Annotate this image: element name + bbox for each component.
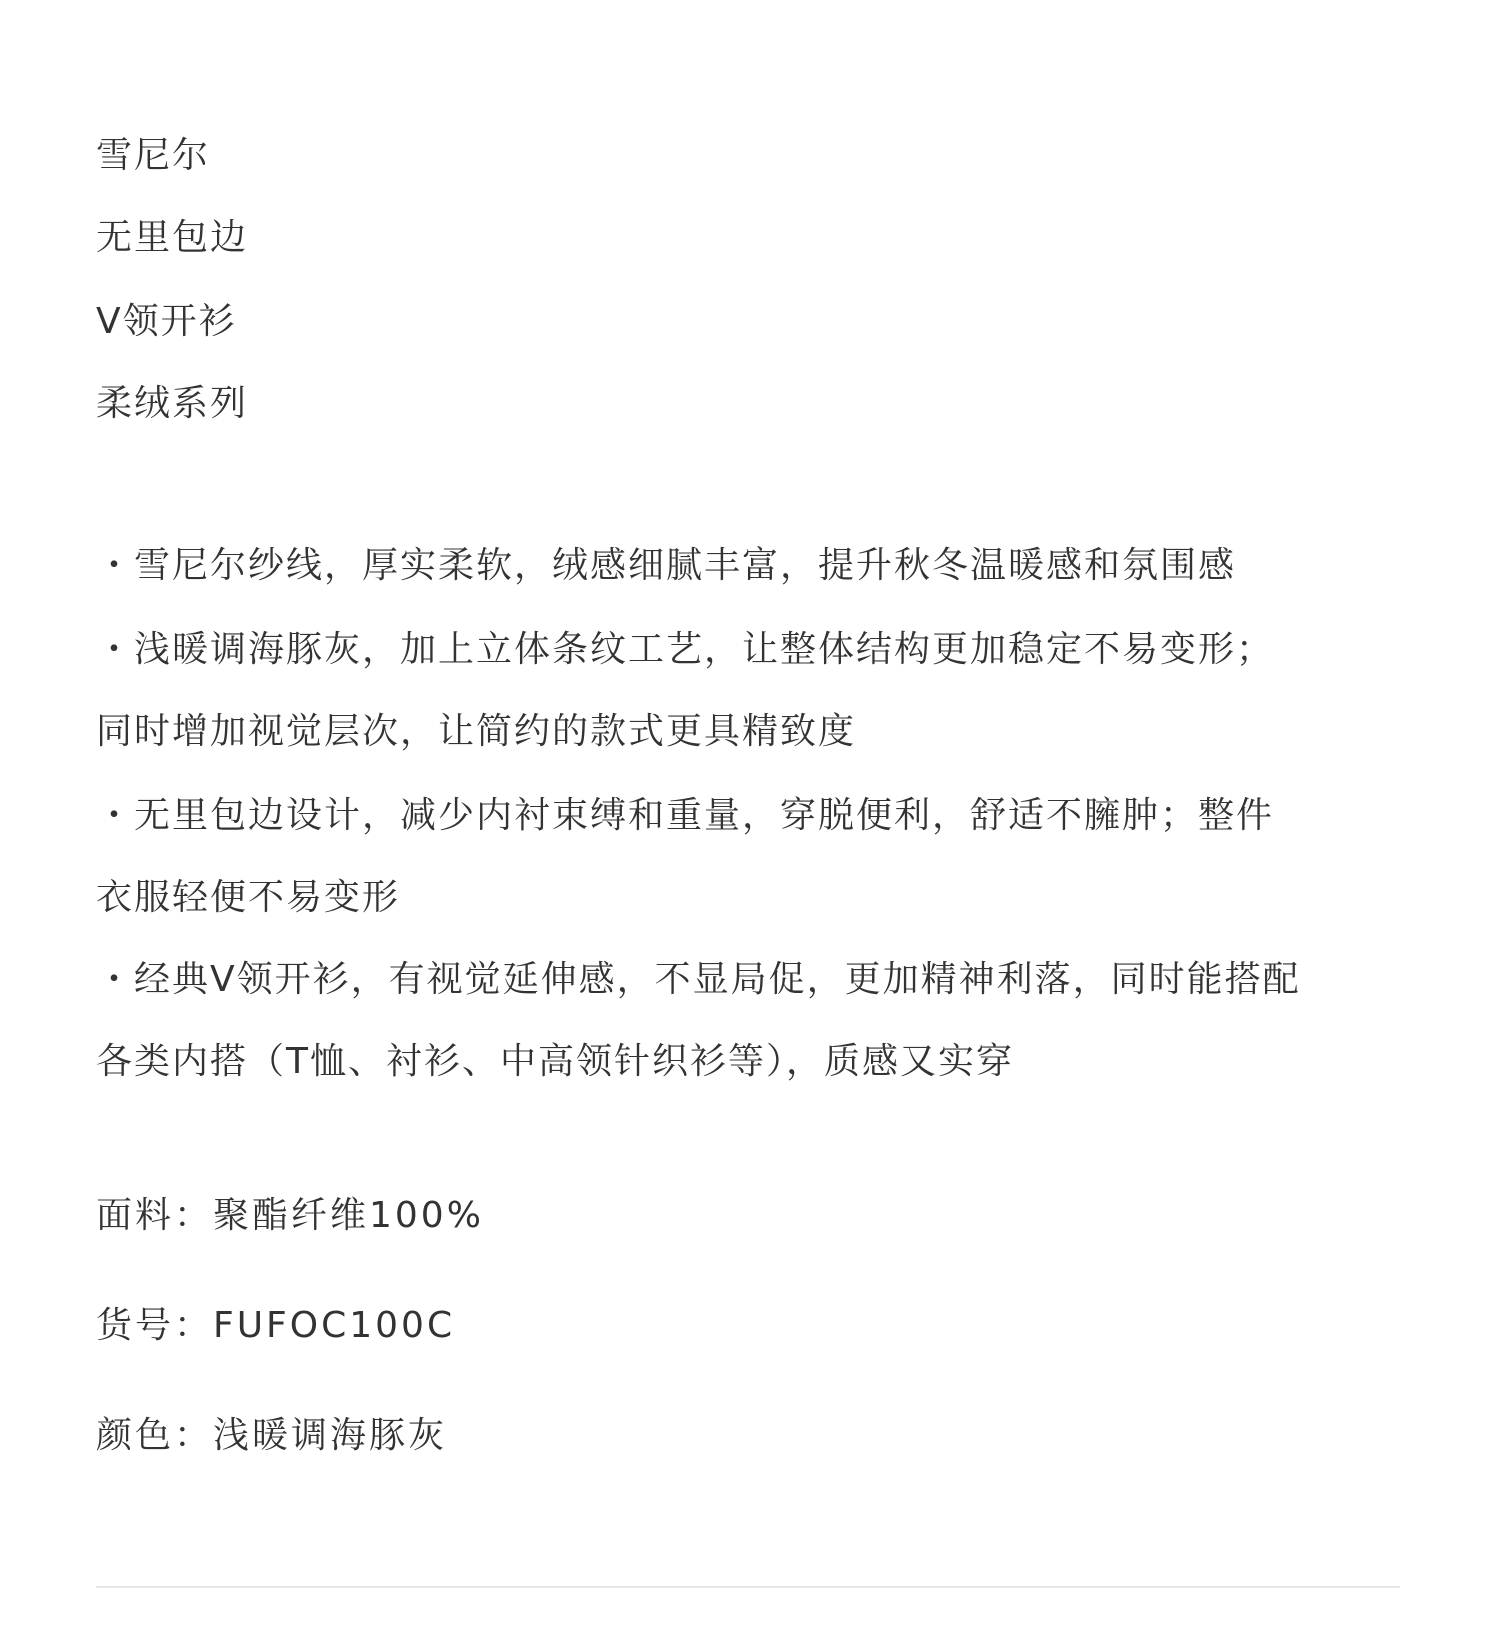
title-line-series: 柔绒系列	[96, 383, 249, 424]
description-line: ・无里包边设计，减少内衬束缚和重量，穿脱便利，舒适不臃肿；整件	[96, 795, 1275, 836]
title-line-material: 雪尼尔	[96, 135, 211, 176]
bottom-divider	[96, 1586, 1400, 1588]
description-line: 衣服轻便不易变形	[96, 877, 401, 918]
spec-color: 颜色：浅暖调海豚灰	[96, 1415, 448, 1456]
title-line-style: V领开衫	[96, 301, 237, 342]
description-line: ・经典V领开衫，有视觉延伸感，不显局促，更加精神利落，同时能搭配	[96, 959, 1301, 1000]
description-line: ・浅暖调海豚灰，加上立体条纹工艺，让整体结构更加稳定不易变形；	[96, 629, 1275, 670]
title-line-construction: 无里包边	[96, 217, 249, 258]
description-line: ・雪尼尔纱线，厚实柔软，绒感细腻丰富，提升秋冬温暖感和氛围感	[96, 545, 1237, 586]
spec-item-number: 货号：FUFOC100C	[96, 1305, 456, 1346]
description-line: 同时增加视觉层次，让简约的款式更具精致度	[96, 711, 857, 752]
description-line: 各类内搭（T恤、衬衫、中高领针织衫等），质感又实穿	[96, 1041, 1014, 1082]
spec-fabric: 面料：聚酯纤维100%	[96, 1195, 484, 1236]
